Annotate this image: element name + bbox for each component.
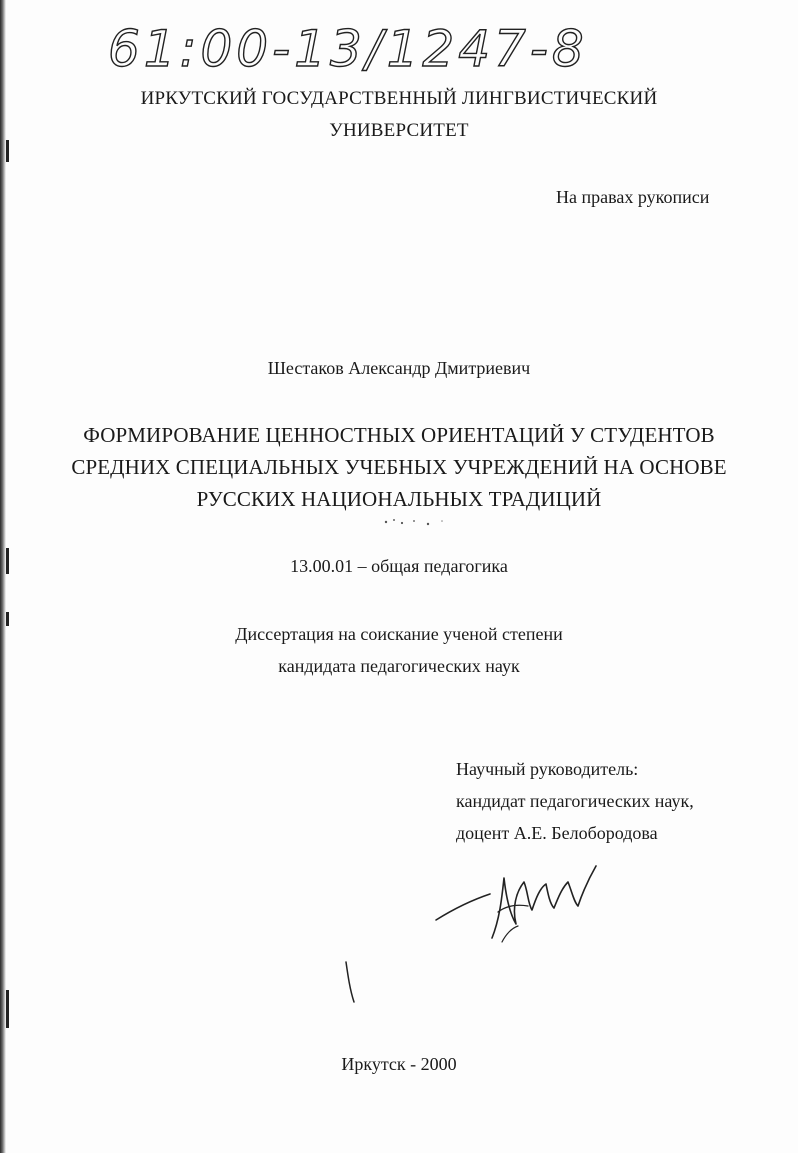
advisor-signature	[432, 858, 612, 948]
specialty-code: 13.00.01 – общая педагогика	[290, 556, 508, 576]
advisor-degree: кандидат педагогических наук,	[456, 791, 694, 811]
stray-pen-mark	[340, 960, 360, 1005]
dissertation-title-line-1: ФОРМИРОВАНИЕ ЦЕННОСТНЫХ ОРИЕНТАЦИЙ У СТУДЕНТОВ	[83, 423, 715, 447]
dissertation-title-line-2: СРЕДНИХ СПЕЦИАЛЬНЫХ УЧЕБНЫХ УЧРЕЖДЕНИЙ НА ОСНОВЕ	[71, 455, 727, 479]
advisor-name: доцент А.Е. Белобородова	[456, 823, 658, 843]
degree-statement-line-2: кандидата педагогических наук	[278, 656, 520, 676]
archive-number-text: 61:00-13/1247-8	[108, 20, 588, 78]
scan-edge-mark	[6, 140, 9, 162]
university-name-line-1: ИРКУТСКИЙ ГОСУДАРСТВЕННЫЙ ЛИНГВИСТИЧЕСКИЙ	[140, 88, 658, 109]
scan-smudge	[380, 515, 460, 529]
degree-statement-line-1: Диссертация на соискание ученой степени	[235, 624, 563, 644]
dissertation-title-line-3: РУССКИХ НАЦИОНАЛЬНЫХ ТРАДИЦИЙ	[196, 487, 602, 511]
scan-edge-mark	[6, 990, 9, 1028]
handwritten-archive-number	[108, 8, 628, 84]
author-name: Шестаков Александр Дмитриевич	[267, 358, 531, 378]
city-and-year: Иркутск - 2000	[341, 1054, 457, 1074]
university-name-line-2: УНИВЕРСИТЕТ	[329, 120, 469, 141]
manuscript-rights-note: На правах рукописи	[556, 187, 710, 207]
advisor-label: Научный руководитель:	[456, 759, 639, 779]
